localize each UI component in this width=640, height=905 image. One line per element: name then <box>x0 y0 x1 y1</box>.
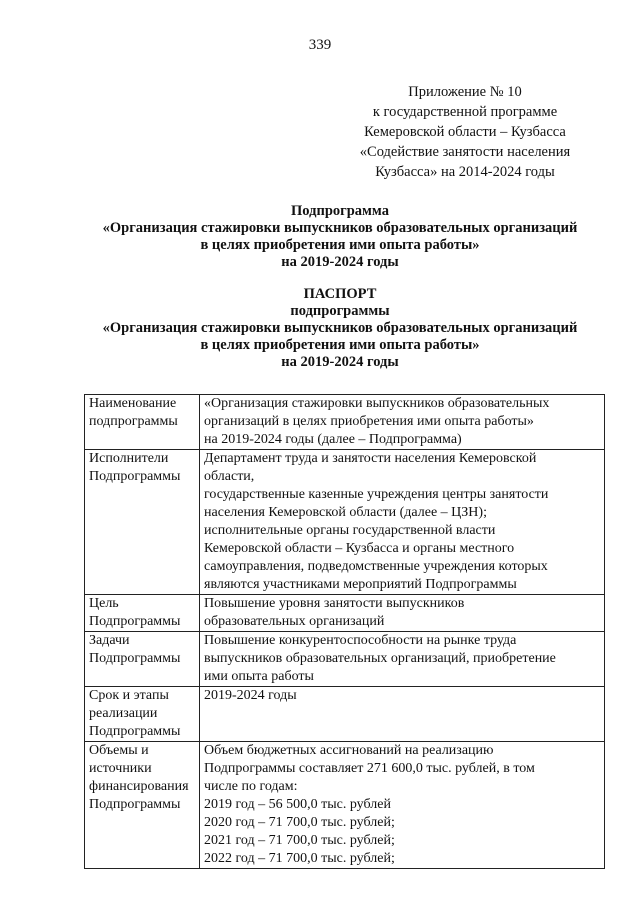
value-line: Повышение конкурентоспособности на рынке труда <box>204 633 517 648</box>
appendix-line: Кузбасса» на 2014-2024 годы <box>375 164 555 180</box>
title-line: в целях приобретения ими опыта работы» <box>200 237 480 253</box>
table-row <box>85 687 605 742</box>
appendix-note <box>340 82 590 182</box>
appendix-line: к государственной программе <box>372 104 558 120</box>
table-row <box>85 595 605 632</box>
value-line: государственные казенные учреждения центры занятости <box>204 487 549 502</box>
passport-line: ПАСПОРТ <box>303 286 377 302</box>
subprogram-title <box>60 203 620 271</box>
value-line: 2021 год – 71 700,0 тыс. рублей; <box>204 833 395 848</box>
value-line: Повышение уровня занятости выпускников <box>204 596 465 611</box>
title-line: на 2019-2024 годы <box>281 254 399 270</box>
passport-line: в целях приобретения ими опыта работы» <box>200 337 480 353</box>
title-line: Подпрограмма <box>291 203 389 219</box>
value-line: 2019-2024 годы <box>204 688 297 703</box>
label-line: Срок и этапы <box>89 688 169 703</box>
row-label <box>85 395 200 450</box>
table-row <box>85 742 605 869</box>
value-line: ими опыта работы <box>204 669 314 684</box>
row-label <box>85 450 200 595</box>
label-line: Подпрограммы <box>89 797 181 812</box>
value-line: исполнительные органы государственной власти <box>204 523 496 538</box>
row-label <box>85 687 200 742</box>
label-line: источники <box>89 761 152 776</box>
label-line: Задачи <box>89 633 130 648</box>
value-line: организаций в целях приобретения ими опыта работы» <box>204 414 534 429</box>
label-line: реализации <box>89 706 158 721</box>
passport-heading <box>60 286 620 371</box>
row-value <box>200 687 605 742</box>
value-line: самоуправления, подведомственные учреждения которых <box>204 559 548 574</box>
value-line: Департамент труда и занятости населения Кемеровской <box>204 451 537 466</box>
value-line: являются участниками мероприятий Подпрограммы <box>204 577 517 592</box>
value-line: Подпрограммы составляет 271 600,0 тыс. рублей, в том <box>204 761 535 776</box>
value-line: 2020 год – 71 700,0 тыс. рублей; <box>204 815 395 830</box>
label-line: Исполнители <box>89 451 169 466</box>
passport-table <box>84 394 605 869</box>
row-label <box>85 742 200 869</box>
appendix-line: «Содействие занятости населения <box>359 144 571 160</box>
label-line: Цель <box>89 596 119 611</box>
row-value <box>200 595 605 632</box>
passport-line: «Организация стажировки выпускников образовательных организаций <box>102 320 578 336</box>
page-number: 339 <box>308 37 332 53</box>
value-line: образовательных организаций <box>204 614 385 629</box>
title-line: «Организация стажировки выпускников образовательных организаций <box>102 220 578 236</box>
value-line: Объем бюджетных ассигнований на реализацию <box>204 743 494 758</box>
value-line: «Организация стажировки выпускников образовательных <box>204 396 550 411</box>
table-row <box>85 395 605 450</box>
label-line: Объемы и <box>89 743 149 758</box>
value-line: населения Кемеровской области (далее – ЦЗН); <box>204 505 487 520</box>
row-label <box>85 632 200 687</box>
label-line: подпрограммы <box>89 414 178 429</box>
table-row <box>85 632 605 687</box>
passport-line: на 2019-2024 годы <box>281 354 399 370</box>
label-line: Подпрограммы <box>89 724 181 739</box>
value-line: 2022 год – 71 700,0 тыс. рублей; <box>204 851 395 866</box>
row-value <box>200 395 605 450</box>
appendix-line: Приложение № 10 <box>408 84 522 100</box>
value-line: числе по годам: <box>204 779 298 794</box>
appendix-line: Кемеровской области – Кузбасса <box>364 124 566 140</box>
value-line: 2019 год – 56 500,0 тыс. рублей <box>204 797 391 812</box>
passport-line: подпрограммы <box>290 303 390 319</box>
value-line: выпускников образовательных организаций, приобретение <box>204 651 556 666</box>
row-value <box>200 632 605 687</box>
label-line: Наименование <box>89 396 177 411</box>
value-line: Кемеровской области – Кузбасса и органы местного <box>204 541 515 556</box>
row-value <box>200 450 605 595</box>
row-label <box>85 595 200 632</box>
row-value <box>200 742 605 869</box>
label-line: Подпрограммы <box>89 469 181 484</box>
label-line: Подпрограммы <box>89 614 181 629</box>
table-row <box>85 450 605 595</box>
value-line: области, <box>204 469 255 484</box>
label-line: финансирования <box>89 779 189 794</box>
value-line: на 2019-2024 годы (далее – Подпрограмма) <box>204 432 462 447</box>
label-line: Подпрограммы <box>89 651 181 666</box>
